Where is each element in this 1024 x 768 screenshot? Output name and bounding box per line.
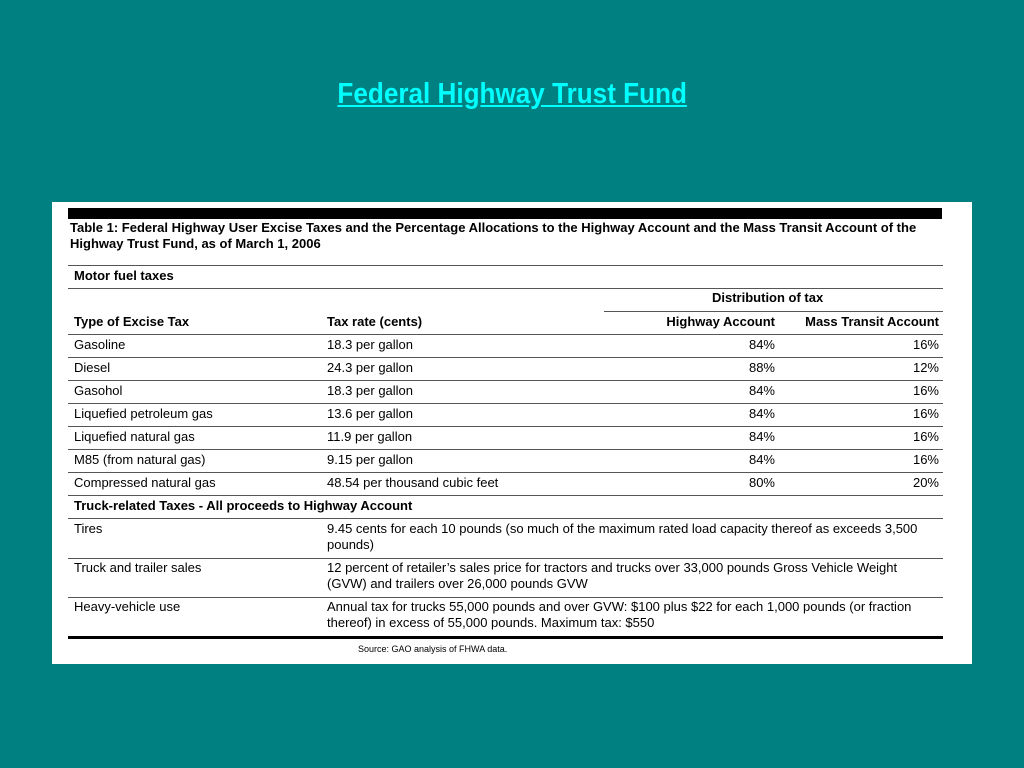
highway-cell: 84%: [748, 383, 775, 398]
table-top-bar: [68, 208, 942, 219]
type-cell: Liquefied natural gas: [74, 429, 195, 444]
transit-cell: 16%: [912, 429, 939, 444]
rate-cell: 24.3 per gallon: [327, 360, 414, 375]
rule: [68, 334, 943, 335]
transit-cell: 16%: [912, 406, 939, 421]
rate-cell: Annual tax for trucks 55,000 pounds and over GVW: $100 plus $22 for each 1,000 pounds (or fraction thereof) in excess of 55,000 pounds. Maximum tax: $550: [327, 599, 912, 630]
source-note: Source: GAO analysis of FHWA data.: [358, 644, 508, 654]
type-cell: Diesel: [74, 360, 111, 375]
slide-title: [0, 78, 1024, 111]
type-cell: Compressed natural gas: [74, 475, 216, 490]
rule: [68, 426, 943, 427]
rule: [68, 265, 943, 266]
rate-cell: 18.3 per gallon: [327, 337, 414, 352]
type-cell: Liquefied petroleum gas: [74, 406, 213, 421]
rule: [68, 518, 943, 519]
highway-cell: 84%: [748, 337, 775, 352]
rate-cell: 12 percent of retailer’s sales price for tractors and trucks over 33,000 pounds Gross Vehicle Weight (GVW) and trailers over 26,000 pounds GVW: [327, 560, 898, 591]
highway-cell: 80%: [748, 475, 775, 490]
rule: [68, 380, 943, 381]
rule: [68, 472, 943, 473]
transit-cell: 20%: [912, 475, 939, 490]
rule: [68, 357, 943, 358]
table-caption: Table 1: Federal Highway User Excise Taxes and the Percentage Allocations to the Highway Account and the Mass Transit Account of the Highway Trust Fund, as of March 1, 2006: [70, 220, 917, 251]
rate-cell: 11.9 per gallon: [327, 429, 413, 444]
header-transit: Mass Transit Account: [805, 314, 939, 329]
rate-cell: 13.6 per gallon: [327, 406, 414, 421]
rule: [604, 311, 943, 312]
transit-cell: 16%: [912, 337, 939, 352]
table-bottom-bar: [68, 636, 943, 639]
highway-cell: 84%: [748, 406, 775, 421]
rate-cell: 9.45 cents for each 10 pounds (so much of the maximum rated load capacity thereof as exceeds 3,500 pounds): [327, 521, 918, 552]
slide-title-link[interactable]: Federal Highway Trust Fund: [337, 78, 687, 110]
highway-cell: 84%: [748, 452, 775, 467]
header-rate: Tax rate (cents): [327, 314, 423, 329]
rate-cell: 18.3 per gallon: [327, 383, 414, 398]
rule: [68, 449, 943, 450]
section-label: Truck-related Taxes - All proceeds to Highway Account: [74, 498, 413, 513]
highway-cell: 88%: [748, 360, 775, 375]
header-highway: Highway Account: [666, 314, 775, 329]
type-cell: Truck and trailer sales: [74, 560, 202, 575]
rule: [68, 558, 943, 559]
rule: [68, 288, 943, 289]
type-cell: M85 (from natural gas): [74, 452, 206, 467]
table-panel: [52, 202, 972, 664]
rate-cell: 9.15 per gallon: [327, 452, 414, 467]
transit-cell: 16%: [912, 383, 939, 398]
type-cell: Heavy-vehicle use: [74, 599, 181, 614]
type-cell: Gasoline: [74, 337, 126, 352]
type-cell: Gasohol: [74, 383, 123, 398]
rule: [68, 495, 943, 496]
header-type: Type of Excise Tax: [74, 314, 190, 329]
rule: [68, 403, 943, 404]
highway-cell: 84%: [748, 429, 775, 444]
rule: [68, 597, 943, 598]
type-cell: Tires: [74, 521, 103, 536]
transit-cell: 12%: [912, 360, 939, 375]
section-label: Motor fuel taxes: [74, 268, 174, 283]
distribution-header: Distribution of tax: [712, 290, 824, 305]
rate-cell: 48.54 per thousand cubic feet: [327, 475, 499, 490]
transit-cell: 16%: [912, 452, 939, 467]
